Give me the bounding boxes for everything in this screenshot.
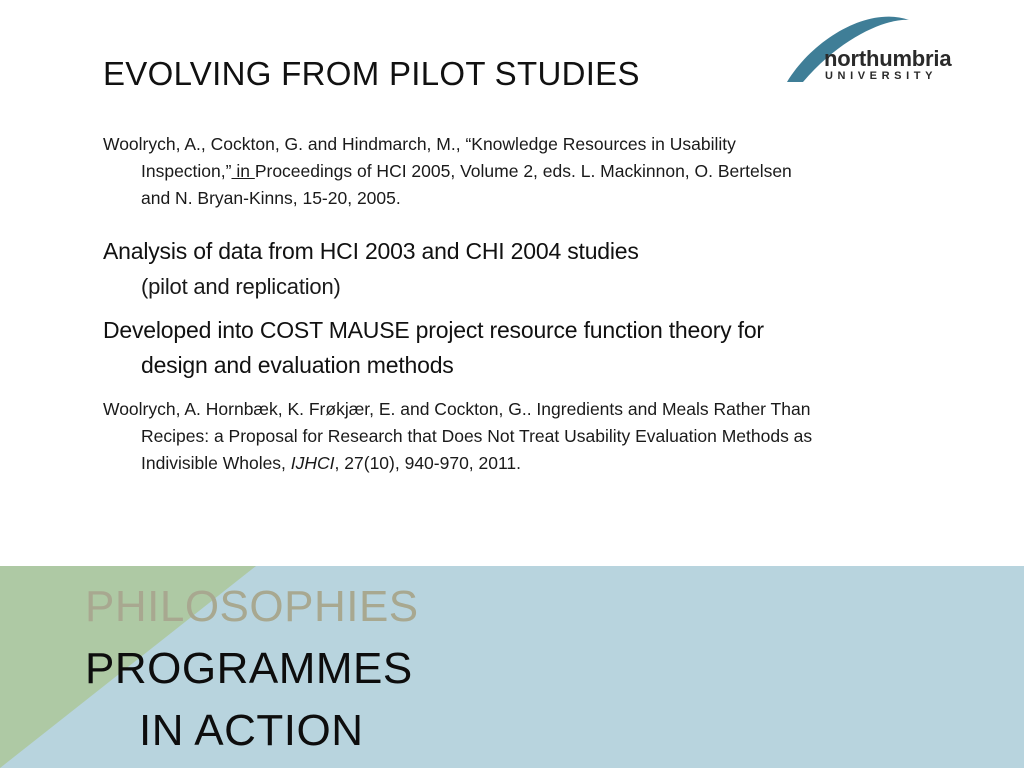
slide-body [103, 131, 823, 477]
point-cost-mause [103, 313, 823, 383]
ref2-text-b: , 27(10), 940-970, 2011. [334, 453, 522, 473]
ref1-text-a: Woolrych, A., Cockton, G. and Hindmarch, M., “Knowledge Resources in Usability Inspection,” [103, 134, 736, 181]
footer-line-philosophies: PHILOSOPHIES [85, 582, 419, 631]
point-analysis-of-data [103, 234, 823, 304]
footer-heading [85, 576, 419, 762]
ref2-text-a: Woolrych, A. Hornbæk, K. Frøkjær, E. and Cockton, G.. Ingredients and Meals Rather Than Recipes: a Proposal for Research that Does Not Treat Usability Evaluation Methods as Indivisible Wholes, [103, 399, 813, 473]
point2-main: Developed into COST MAUSE project resource function theory for design and evaluation methods [103, 317, 764, 378]
ref1-underlined-in: in [231, 161, 255, 181]
university-logo [784, 10, 999, 92]
reference-knowledge-resources [103, 131, 823, 212]
footer-line-programmes: PROGRAMMES [85, 644, 413, 693]
footer-line-in-action: IN ACTION [139, 706, 364, 755]
logo-wordmark: northumbria [824, 46, 952, 71]
reference-ingredients-and-meals [103, 396, 823, 477]
slide-title: EVOLVING FROM PILOT STUDIES [103, 55, 640, 92]
ref2-journal: IJHCI [290, 453, 335, 473]
point1-main: Analysis of data from HCI 2003 and CHI 2004 studies [103, 238, 639, 264]
logo-subtitle: UNIVERSITY [825, 70, 938, 82]
point1-sub: (pilot and replication) [141, 274, 341, 299]
ref1-text-b: Proceedings of HCI 2005, Volume 2, eds. L. Mackinnon, O. Bertelsen and N. Bryan-Kinns, 15-20, 2005. [141, 161, 792, 208]
